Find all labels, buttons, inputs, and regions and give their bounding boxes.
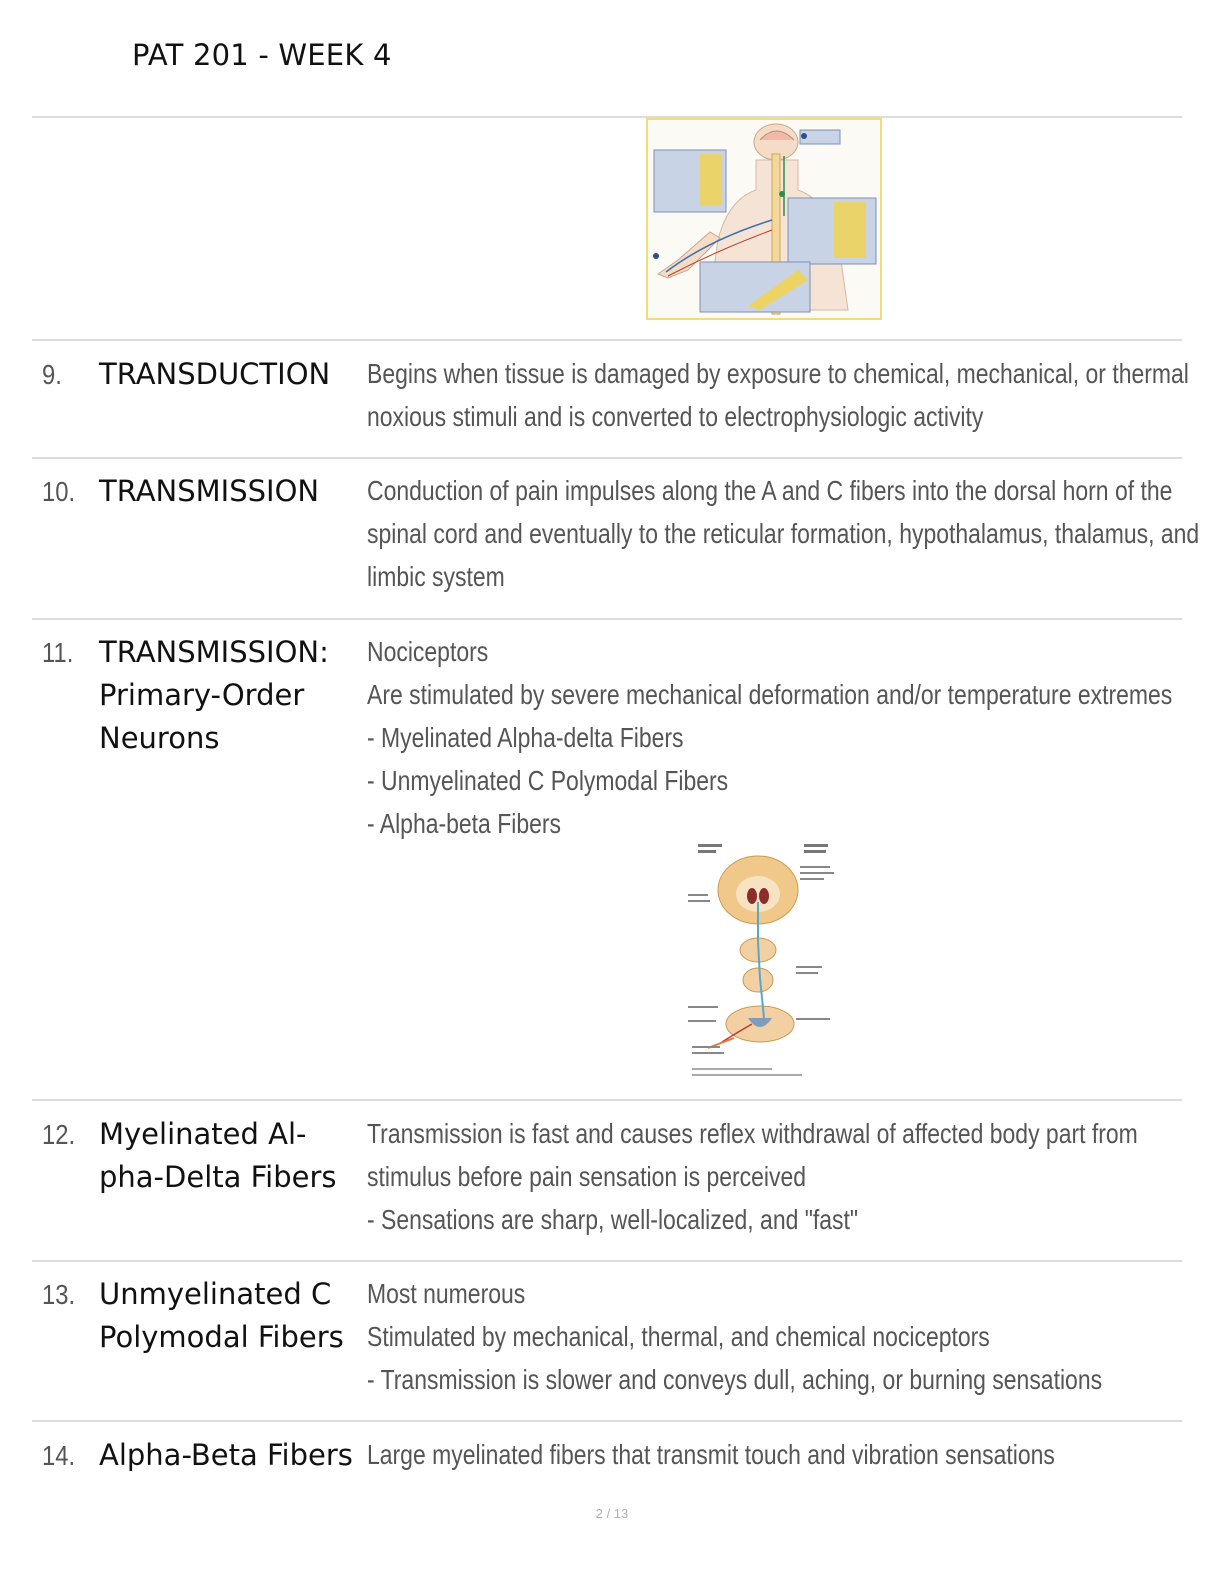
item-number: 10.: [42, 476, 76, 507]
definition: Transmission is fast and causes reflex withdrawal of affected body part from stimulus before pain sensation is perceived - Sensations are sharp, well-localized, and "fast": [367, 1118, 1138, 1235]
term: TRANSDUCTION: [99, 357, 331, 391]
term: Alpha-Beta Fibers: [99, 1438, 353, 1472]
item-number: 9.: [42, 359, 62, 390]
item-number: 14.: [42, 1440, 76, 1471]
term: Unmyelinated C Polymodal Fibers: [99, 1277, 344, 1354]
page-number: 2 / 13: [595, 1506, 629, 1521]
term: TRANSMISSION: [99, 474, 320, 508]
divider: [32, 457, 1182, 459]
divider: [32, 1099, 1182, 1101]
definition: Large myelinated fibers that transmit touch and vibration sensations: [367, 1439, 1055, 1470]
item-number: 12.: [42, 1119, 76, 1150]
item-number: 11.: [42, 637, 74, 668]
divider: [32, 618, 1182, 620]
pain-pathway-figure: [646, 118, 882, 320]
term: TRANSMISSION: Primary-Order Neurons: [99, 635, 329, 755]
page-title: PAT 201 - WEEK 4: [132, 38, 392, 72]
definition: Nociceptors Are stimulated by severe mechanical deformation and/or temperature extremes - Myelinated Alpha-delta Fibers - Unmyelinated C Polymodal Fibers - Alpha-beta Fibers: [367, 636, 1173, 839]
definition: Begins when tissue is damaged by exposure to chemical, mechanical, or thermal noxious stimuli and is converted to electrophysiologic activity: [367, 358, 1189, 432]
divider: [32, 339, 1182, 341]
divider: [32, 1420, 1182, 1422]
definition: Conduction of pain impulses along the A and C fibers into the dorsal horn of the spinal cord and eventually to the reticular formation, hypothalamus, thalamus, and limbic system: [367, 475, 1200, 592]
item-number: 13.: [42, 1279, 76, 1310]
definition: Most numerous Stimulated by mechanical, thermal, and chemical nociceptors - Transmission is slower and conveys dull, aching, or burning sensations: [367, 1278, 1103, 1395]
divider: [32, 116, 1182, 118]
divider: [32, 1260, 1182, 1262]
spinothalamic-tract-figure: [688, 842, 844, 1082]
term: Myelinated Al- pha-Delta Fibers: [99, 1117, 337, 1194]
